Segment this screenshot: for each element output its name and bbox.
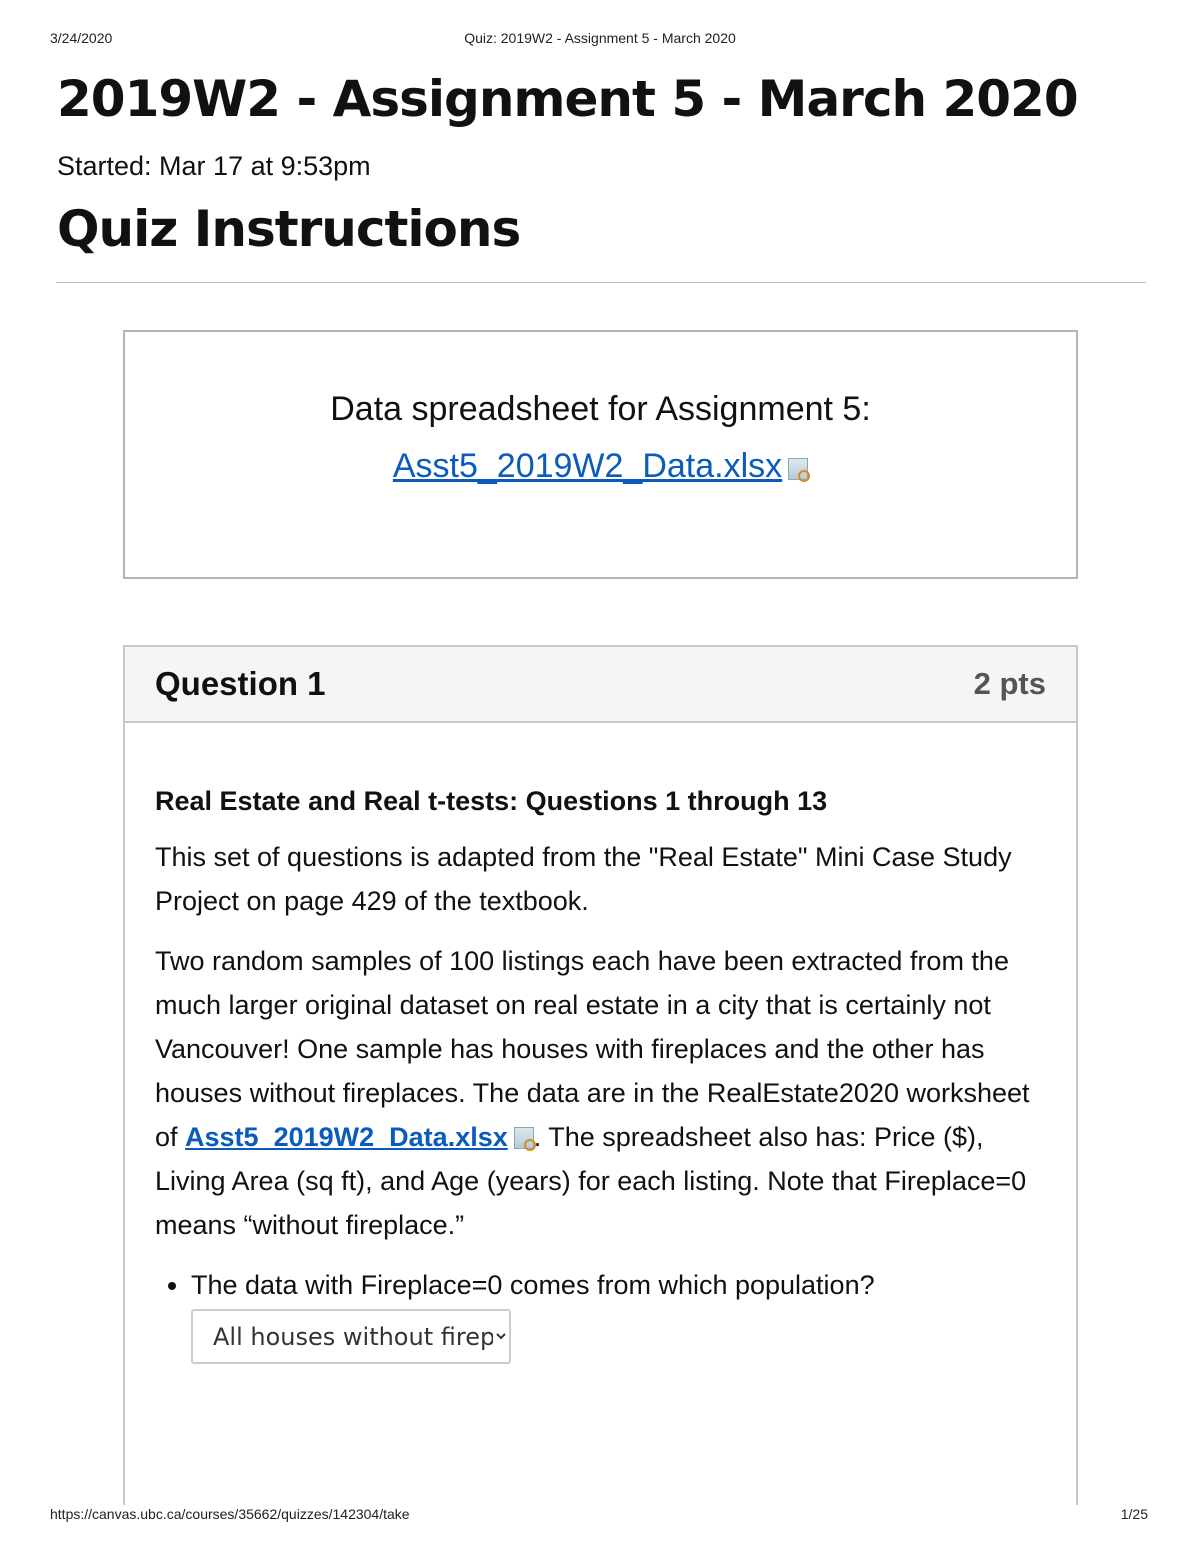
bullet-text: The data with Fireplace=0 comes from which population? bbox=[191, 1270, 875, 1300]
print-url: https://canvas.ubc.ca/courses/35662/quizzes/142304/take bbox=[50, 1506, 410, 1522]
page-title: 2019W2 - Assignment 5 - March 2020 bbox=[57, 70, 1078, 128]
page-number: 1/25 bbox=[1120, 1506, 1148, 1522]
print-title: Quiz: 2019W2 - Assignment 5 - March 2020 bbox=[464, 30, 736, 46]
data-file-link[interactable]: Asst5_2019W2_Data.xlsx bbox=[392, 447, 783, 485]
text: Two random samples of 100 listings each have been extracted from the much larger original dataset on real estate in a city that is certainly not Vancouver! One sample has houses with fireplaces and the other has houses without fireplaces. The data are in the RealEstate2020 worksheet of bbox=[155, 946, 1030, 1152]
question-paragraph bbox=[155, 939, 1046, 1247]
data-label: Data spreadsheet for Assignment 5: bbox=[330, 390, 871, 428]
question-heading: Real Estate and Real t-tests: Questions 1 through 13 bbox=[155, 786, 828, 816]
question-header bbox=[125, 647, 1076, 723]
question-paragraph: This set of questions is adapted from the "Real Estate" Mini Case Study Project on page 429 of the textbook. bbox=[155, 842, 1012, 916]
instructions-heading: Quiz Instructions bbox=[57, 200, 521, 258]
population-select[interactable] bbox=[191, 1309, 511, 1364]
divider bbox=[56, 282, 1146, 283]
question-bullet bbox=[191, 1263, 1046, 1364]
print-date: 3/24/2020 bbox=[50, 30, 113, 46]
question-points: 2 pts bbox=[973, 666, 1046, 701]
file-preview-icon[interactable] bbox=[514, 1127, 534, 1149]
started-time: Started: Mar 17 at 9:53pm bbox=[57, 151, 371, 181]
question-title: Question 1 bbox=[155, 665, 326, 702]
data-file-link[interactable]: Asst5_2019W2_Data.xlsx bbox=[185, 1122, 508, 1152]
data-spreadsheet-box bbox=[123, 330, 1078, 579]
file-preview-icon[interactable] bbox=[788, 458, 808, 480]
text: . The spreadsheet also has: Price ($), Living Area (sq ft), and Age (years) for each listing. Note that Fireplace=0 means “without fireplace.” bbox=[155, 1122, 1027, 1240]
question-1 bbox=[123, 645, 1078, 1505]
